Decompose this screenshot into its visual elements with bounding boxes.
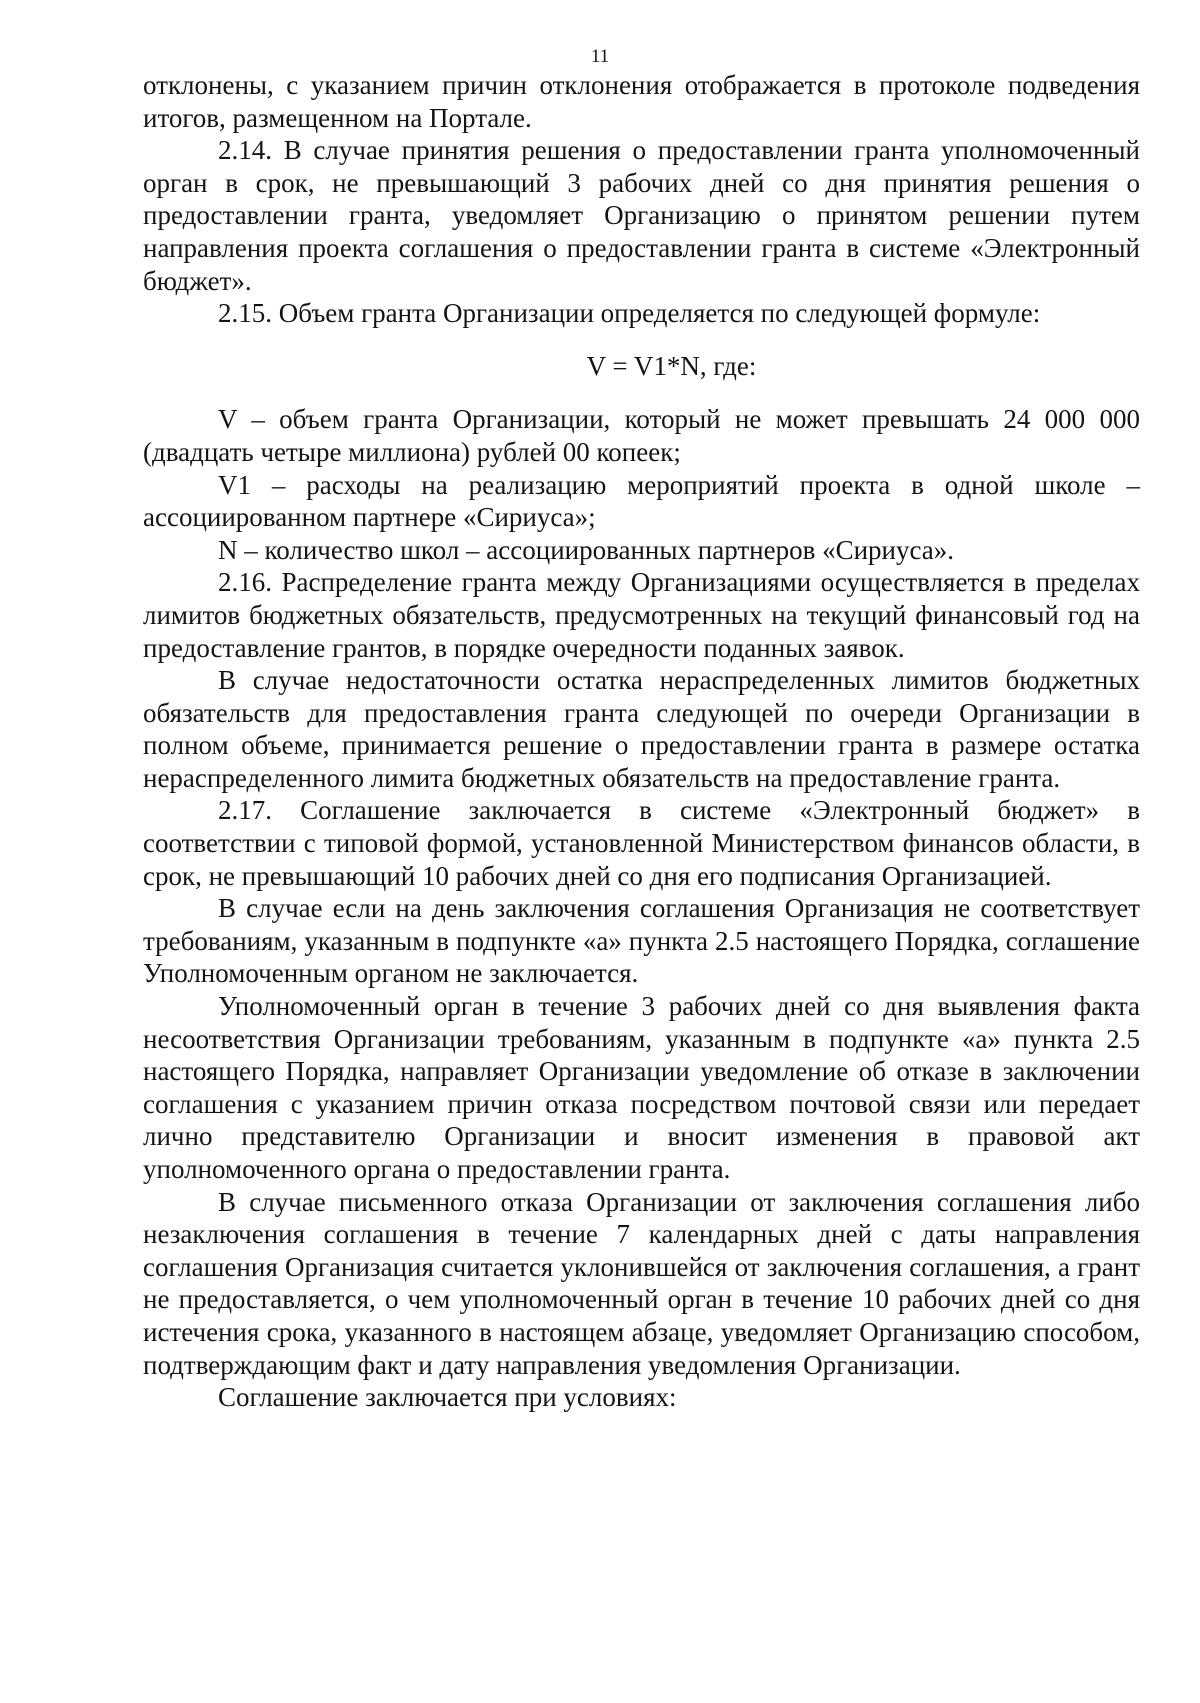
paragraph-2-16: 2.16. Распределение гранта между Организациями осуществляется в пределах лимитов бюджетных обязательств, предусмотренных на текущий финансовый год на предоставление грантов, в порядке очередности поданных заявок. xyxy=(143,567,1140,663)
definition-v1: V1 – расходы на реализацию мероприятий проекта в одной школе – ассоциированном партнере «Сириуса»; xyxy=(143,469,1140,533)
paragraph-conditions: Соглашение заключается при условиях: xyxy=(218,1382,677,1413)
document-body xyxy=(143,69,1140,1414)
paragraph-refusal-notice: Уполномоченный орган в течение 3 рабочих дней со дня выявления факта несоответствия Организации требованиям, указанным в подпункте «а» пункта 2.5 настоящего Порядка, направляет Организации уведомление об отказе в заключении соглашения с указанием причин отказа посредством почтовой связи или передает лично представителю Организации и вносит изменения в правовой акт уполномоченного органа о предоставлении гранта. xyxy=(143,991,1140,1184)
definition-v: V – объем гранта Организации, который не может превышать 24 000 000 (двадцать четыре миллиона) рублей 00 копеек; xyxy=(143,404,1140,467)
paragraph-2-17: 2.17. Соглашение заключается в системе «Электронный бюджет» в соответствии с типовой формой, установленной Министерством финансов области, в срок, не превышающий 10 рабочих дней со дня его подписания Организацией. xyxy=(143,795,1140,891)
page-number: 11 xyxy=(590,46,610,67)
paragraph-continuation: отклонены, с указанием причин отклонения отображается в протоколе подведения итогов, размещенном на Портале. xyxy=(143,70,1140,133)
grant-formula: V = V1*N, где: xyxy=(586,350,757,381)
paragraph-noncompliance: В случае если на день заключения соглашения Организация не соответствует требованиям, указанным в подпункте «а» пункта 2.5 настоящего Порядка, соглашение Уполномоченным органом не заключается. xyxy=(143,893,1140,989)
definition-n: N – количество школ – ассоциированных партнеров «Сириуса». xyxy=(218,534,955,565)
paragraph-2-15: 2.15. Объем гранта Организации определяется по следующей формуле: xyxy=(218,298,1041,329)
paragraph-written-refusal: В случае письменного отказа Организации от заключения соглашения либо незаключения соглашения в течение 7 календарных дней с даты направления соглашения Организация считается уклонившейся от заключения соглашения, а грант не предоставляется, о чем уполномоченный орган в течение 10 рабочих дней со дня истечения срока, указанного в настоящем абзаце, уведомляет Организацию способом, подтверждающим факт и дату направления уведомления Организации. xyxy=(143,1186,1140,1380)
paragraph-2-14: 2.14. В случае принятия решения о предоставлении гранта уполномоченный орган в срок, не превышающий 3 рабочих дней со дня принятия решения о предоставлении гранта, уведомляет Организацию о принятом решении путем направления проекта соглашения о предоставлении гранта в системе «Электронный бюджет». xyxy=(143,135,1140,296)
paragraph-insufficient-limits: В случае недостаточности остатка нераспределенных лимитов бюджетных обязательств для предоставления гранта следующей по очереди Организации в полном объеме, принимается решение о предоставлении гранта в размере остатка нераспределенного лимита бюджетных обязательств на предоставление гранта. xyxy=(143,665,1140,793)
